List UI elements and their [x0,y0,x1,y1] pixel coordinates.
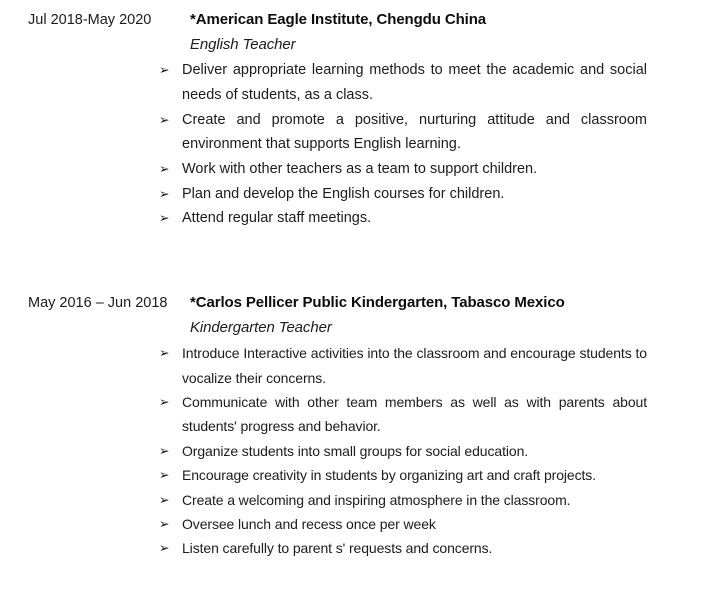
bullet-item [158,108,647,157]
bullet-item [158,182,647,207]
bullet-text: Oversee lunch and recess once per week [182,516,436,533]
bullet-text: Create a welcoming and inspiring atmosphere in the classroom. [182,491,571,508]
entry-content [159,291,680,561]
bullet-item [158,536,647,560]
arrow-bullet-icon: ➢ [159,541,170,556]
bullet-text: Create and promote a positive, nurturing attitude and classroom environment that supports English learning. [182,111,647,153]
arrow-bullet-icon: ➢ [159,186,170,201]
bullet-item [158,341,647,390]
bullet-item [158,439,647,463]
bullet-item [158,512,647,536]
bullet-text: Attend regular staff meetings. [182,210,372,227]
arrow-bullet-icon: ➢ [159,162,170,176]
date-range: Jul 2018-May 2020 [28,12,152,28]
organization-name: *American Eagle Institute, Chengdu China [190,11,487,28]
arrow-bullet-icon: ➢ [159,517,170,532]
date-range: May 2016 – Jun 2018 [28,295,168,311]
bullet-item [158,463,647,487]
bullet-text: Organize students into small groups for social education. [182,442,529,459]
bullet-text: Plan and develop the English courses for children. [182,185,505,202]
bullet-item [158,206,647,231]
entry-content [159,8,680,231]
bullet-text: Listen carefully to parent s' requests and concerns. [182,540,493,557]
job-title: English Teacher [190,35,296,53]
arrow-bullet-icon: ➢ [159,63,170,78]
duties-list [158,341,680,561]
arrow-bullet-icon: ➢ [159,492,170,507]
arrow-bullet-icon: ➢ [159,211,170,226]
experience-entry-american-eagle [0,8,718,231]
bullet-item [158,390,647,439]
bullet-item [158,157,647,182]
bullet-item [158,488,647,512]
arrow-bullet-icon: ➢ [159,443,170,458]
bullet-text: Work with other teachers as a team to support children. [182,161,538,177]
bullet-text: Encourage creativity in students by organizing art and craft projects. [182,467,596,484]
bullet-item [158,58,647,107]
bullet-text: Introduce Interactive activities into the classroom and encourage students to vocalize their concerns. [182,345,647,386]
duties-list [158,58,680,231]
arrow-bullet-icon: ➢ [159,468,170,483]
arrow-bullet-icon: ➢ [159,395,170,409]
organization-name: *Carlos Pellicer Public Kindergarten, Tabasco Mexico [190,294,565,311]
bullet-text: Communicate with other team members as well as with parents about students' progress and behavior. [182,394,647,435]
job-title: Kindergarten Teacher [190,318,332,336]
arrow-bullet-icon: ➢ [159,112,170,127]
experience-entry-carlos-pellicer [0,291,718,561]
bullet-text: Deliver appropriate learning methods to meet the academic and social needs of students, as a class. [182,62,647,103]
arrow-bullet-icon: ➢ [159,346,170,361]
